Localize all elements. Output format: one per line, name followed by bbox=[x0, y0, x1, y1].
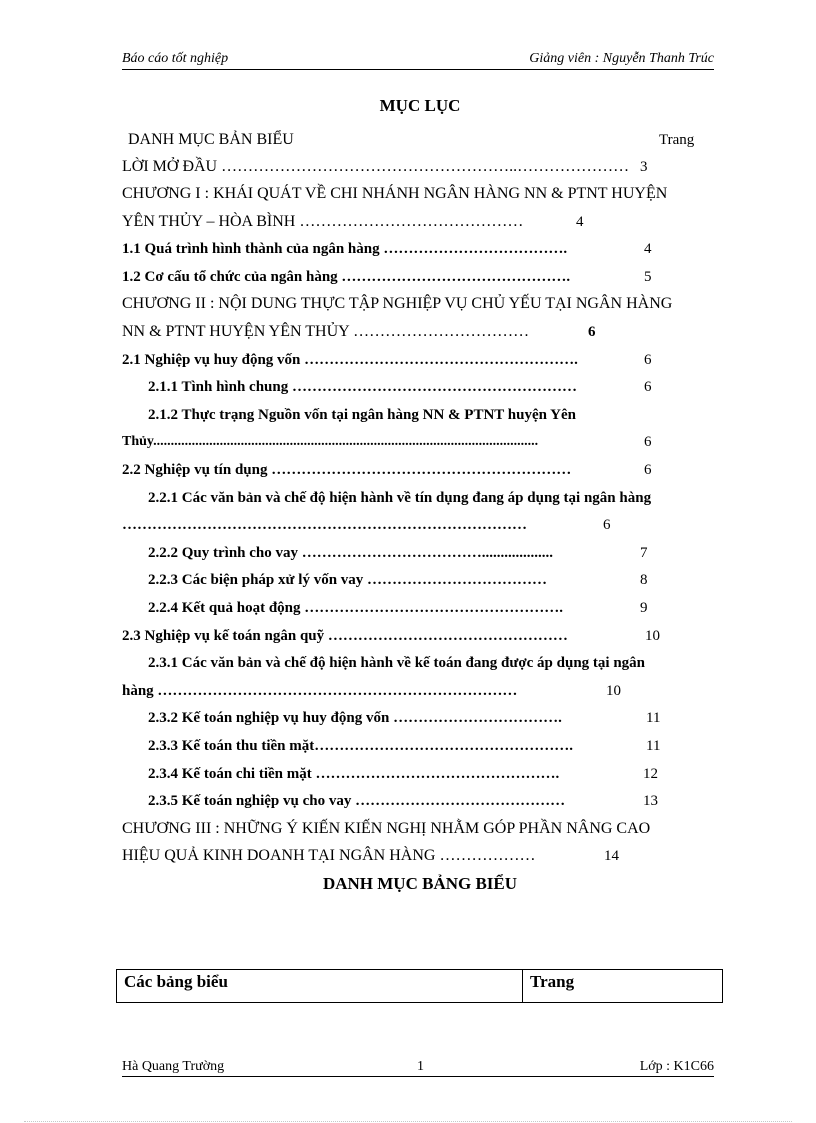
toc-entry-2-2-1-line2: ……………………………………………………………………… bbox=[122, 517, 527, 533]
toc-page-2-3-1: 10 bbox=[606, 683, 621, 699]
toc-entry-2-3-1-line1: 2.3.1 Các văn bản và chế độ hiện hành về kế toán đang được áp dụng tại ngân bbox=[148, 655, 646, 671]
toc-entry-2-1-1: 2.1.1 Tình hình chung ………………………………………………… bbox=[148, 379, 577, 395]
toc-entry-2-1-2-line2: Thủy.............................................................................................................. bbox=[122, 434, 539, 449]
header-left: Báo cáo tốt nghiệp bbox=[122, 51, 229, 66]
toc-entry-2-2-4: 2.2.4 Kết quả hoạt động ……………………………………………. bbox=[148, 600, 564, 616]
toc-entry-chuong-3-line2: HIỆU QUẢ KINH DOANH TẠI NGÂN HÀNG ……………… bbox=[122, 847, 536, 864]
toc-entry-2-3: 2.3 Nghiệp vụ kế toán ngân quỹ ………………………………………… bbox=[122, 628, 568, 644]
toc-page-2-2-1: 6 bbox=[603, 517, 611, 533]
toc-page-2-2-3: 8 bbox=[640, 572, 648, 588]
toc-page-2-2-4: 9 bbox=[640, 600, 648, 616]
header-right: Giảng viên : Nguyễn Thanh Trúc bbox=[529, 51, 714, 66]
toc-entry-2-2: 2.2 Nghiệp vụ tín dụng …………………………………………………… bbox=[122, 462, 572, 478]
page-title: MỤC LỤC bbox=[379, 96, 461, 115]
toc-entry-chuong-3-line1: CHƯƠNG III : NHỮNG Ý KIẾN KIẾN NGHỊ NHẰM GÓP PHẦN NÂNG CAO bbox=[122, 820, 651, 837]
toc-page-heading: Trang bbox=[659, 132, 695, 148]
toc-page-chuong-1: 4 bbox=[576, 214, 584, 230]
toc-page-2-1-2: 6 bbox=[644, 434, 652, 450]
toc-entry-chuong-1-line2: YÊN THỦY – HÒA BÌNH …………………………………… bbox=[122, 213, 524, 230]
toc-entry-1-1: 1.1 Quá trình hình thành của ngân hàng ………………………………. bbox=[122, 241, 568, 257]
footer-page-number: 1 bbox=[417, 1059, 424, 1074]
toc-entry-2-3-5: 2.3.5 Kế toán nghiệp vụ cho vay …………………………………… bbox=[148, 793, 566, 809]
toc-page-chuong-2: 6 bbox=[588, 324, 596, 340]
section-title: DANH MỤC BẢNG BIỂU bbox=[322, 874, 518, 893]
toc-page-2-3-4: 12 bbox=[643, 766, 658, 782]
toc-entry-2-3-4: 2.3.4 Kế toán chi tiền mặt …………………………………………. bbox=[148, 766, 560, 782]
toc-entry-2-2-1-line1: 2.2.1 Các văn bản và chế độ hiện hành về tín dụng đang áp dụng tại ngân hàng bbox=[148, 490, 652, 506]
toc-entry-loi-mo-dau: LỜI MỞ ĐẦU ………………………………………………..………………… bbox=[122, 158, 630, 175]
toc-entry-chuong-1-line1: CHƯƠNG I : KHÁI QUÁT VỀ CHI NHÁNH NGÂN HÀNG NN & PTNT HUYỆN bbox=[122, 185, 668, 202]
toc-page-2-3-3: 11 bbox=[646, 738, 661, 754]
toc-entry-2-1-2-line1: 2.1.2 Thực trạng Nguồn vốn tại ngân hàng NN & PTNT huyện Yên bbox=[148, 407, 576, 423]
toc-list-heading: DANH MỤC BẢN BIỂU bbox=[128, 131, 294, 148]
toc-page-2-2: 6 bbox=[644, 462, 652, 478]
toc-page-2-1: 6 bbox=[644, 352, 652, 368]
footer-author: Hà Quang Trường bbox=[122, 1059, 225, 1074]
toc-entry-2-2-2: 2.2.2 Quy trình cho vay ………………………………................... bbox=[148, 545, 554, 561]
page-edge-divider bbox=[24, 1121, 792, 1122]
toc-entry-2-2-3: 2.2.3 Các biện pháp xử lý vốn vay ……………………………… bbox=[148, 572, 548, 588]
toc-entry-chuong-2-line1: CHƯƠNG II : NỘI DUNG THỰC TẬP NGHIỆP VỤ CHỦ YẾU TẠI NGÂN HÀNG bbox=[122, 295, 673, 312]
toc-entry-2-3-3: 2.3.3 Kế toán thu tiền mặt……………………………………………. bbox=[148, 738, 573, 754]
toc-page-1-2: 5 bbox=[644, 269, 652, 285]
toc-entry-1-2: 1.2 Cơ cấu tổ chức của ngân hàng ………………………………………. bbox=[122, 269, 571, 285]
toc-entry-chuong-2-line2: NN & PTNT HUYỆN YÊN THỦY …………………………… bbox=[122, 323, 530, 340]
toc-entry-2-1: 2.1 Nghiệp vụ huy động vốn ………………………………………………. bbox=[122, 352, 578, 368]
toc-page-2-2-2: 7 bbox=[640, 545, 648, 561]
toc-page-loi-mo-dau: 3 bbox=[640, 159, 648, 175]
toc-page-2-3-5: 13 bbox=[643, 793, 658, 809]
tables-list bbox=[116, 969, 723, 1003]
toc-page-chuong-3: 14 bbox=[604, 848, 619, 864]
footer-class: Lớp : K1C66 bbox=[639, 1059, 714, 1074]
table-header-page: Trang bbox=[523, 970, 723, 1003]
toc-entry-2-3-1-line2: hàng ……………………………………………………………… bbox=[122, 683, 518, 699]
toc-page-1-1: 4 bbox=[644, 241, 652, 257]
toc-entry-chuong-1 bbox=[122, 184, 715, 204]
toc-page-2-1-1: 6 bbox=[644, 379, 652, 395]
table-header-row bbox=[117, 970, 723, 1003]
toc-page-2-3: 10 bbox=[645, 628, 660, 644]
page-header bbox=[122, 50, 714, 70]
toc-page-2-3-2: 11 bbox=[646, 710, 661, 726]
table-header-tables: Các bảng biểu bbox=[117, 970, 523, 1003]
toc-entry-2-3-2: 2.3.2 Kế toán nghiệp vụ huy động vốn ……………………………. bbox=[148, 710, 562, 726]
page-footer bbox=[122, 1058, 714, 1077]
